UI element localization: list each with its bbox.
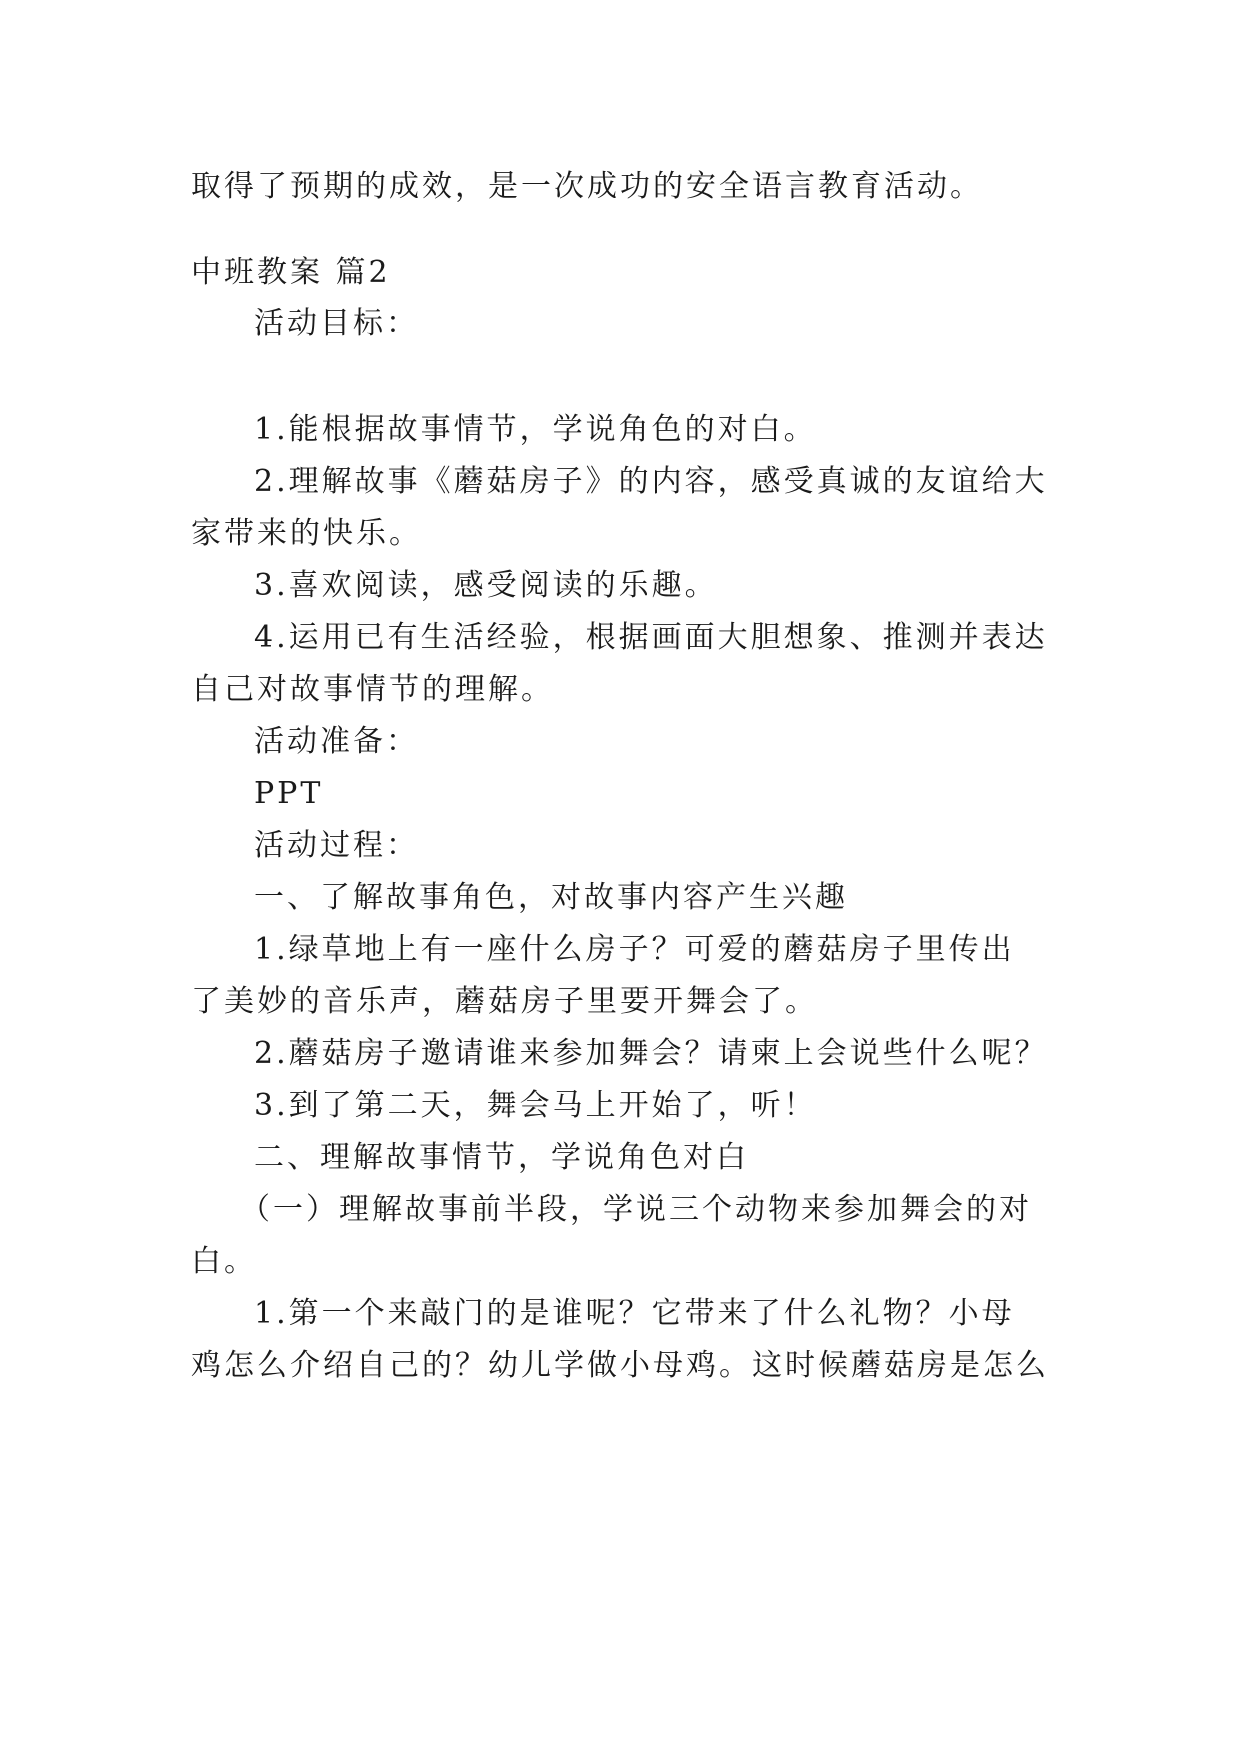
text-line: 1.能根据故事情节，学说角色的对白。 xyxy=(254,412,817,447)
text-line: （一）理解故事前半段，学说三个动物来参加舞会的对 xyxy=(240,1192,1032,1227)
text-line: 2.蘑菇房子邀请谁来参加舞会？请柬上会说些什么呢？ xyxy=(254,1036,1048,1071)
section-heading: 中班教案 篇2 xyxy=(191,255,391,290)
text-line: 一、了解故事角色，对故事内容产生兴趣 xyxy=(254,880,848,915)
text-line: 活动过程： xyxy=(254,828,419,863)
text-line: 了美妙的音乐声，蘑菇房子里要开舞会了。 xyxy=(191,984,818,1019)
text-line: 鸡怎么介绍自己的？幼儿学做小母鸡。这时候蘑菇房是怎么 xyxy=(191,1348,1049,1383)
text-line: 1.第一个来敲门的是谁呢？它带来了什么礼物？小母 xyxy=(254,1296,1015,1331)
text-line: 1.绿草地上有一座什么房子？可爱的蘑菇房子里传出 xyxy=(254,932,1015,967)
text-line: PPT xyxy=(254,776,324,811)
text-line: 家带来的快乐。 xyxy=(191,516,422,551)
text-line: 3.到了第二天，舞会马上开始了，听！ xyxy=(254,1088,817,1123)
text-line: 活动目标： xyxy=(254,306,419,341)
text-line: 2.理解故事《蘑菇房子》的内容，感受真诚的友谊给大 xyxy=(254,464,1048,499)
text-line: 取得了预期的成效，是一次成功的安全语言教育活动。 xyxy=(191,169,983,204)
text-line: 活动准备： xyxy=(254,724,419,759)
text-line: 3.喜欢阅读，感受阅读的乐趣。 xyxy=(254,568,718,603)
text-line: 自己对故事情节的理解。 xyxy=(191,672,554,707)
text-line: 白。 xyxy=(191,1244,257,1279)
text-line: 二、理解故事情节，学说角色对白 xyxy=(254,1140,749,1175)
text-line: 4.运用已有生活经验，根据画面大胆想象、推测并表达 xyxy=(254,620,1048,655)
